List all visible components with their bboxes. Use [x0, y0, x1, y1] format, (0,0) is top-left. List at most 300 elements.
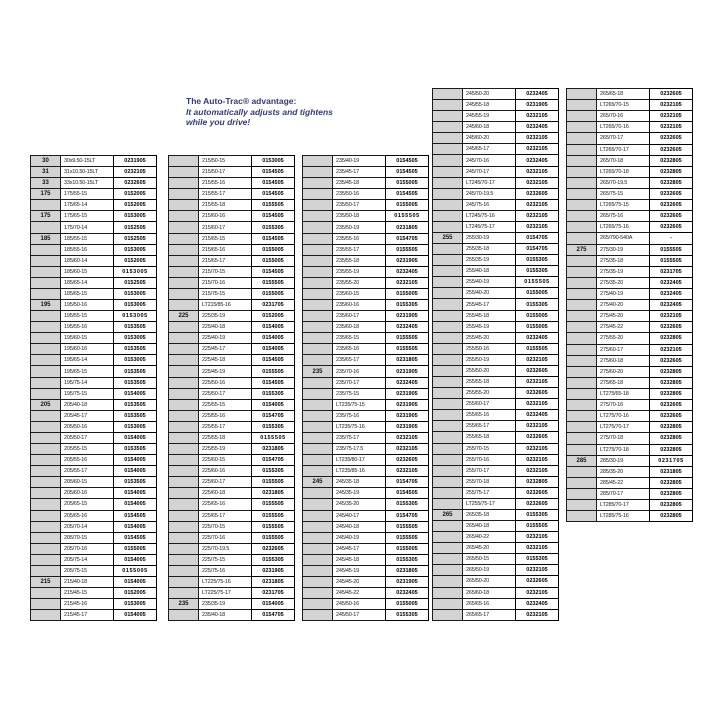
tire-size: 265/40-18	[462, 520, 516, 532]
part-number: 0154005	[113, 465, 157, 477]
part-number: 0232605	[515, 188, 559, 200]
part-number: 0232405	[515, 88, 559, 100]
tire-size: 235/50-16	[332, 188, 386, 200]
tire-size: 255/65-16	[462, 409, 516, 421]
tire-size: 275/45-20	[596, 310, 650, 322]
tire-size: LT235/80-17	[332, 454, 386, 466]
tire-size: 275/60-20	[596, 366, 650, 378]
tire-size: 215/50-15	[198, 155, 252, 167]
tire-size: 235/40-18	[198, 609, 252, 621]
tire-size: 235/65-17	[332, 354, 386, 366]
tire-size: 225/60-15	[198, 454, 252, 466]
part-number: 0154005	[113, 454, 157, 466]
part-number: 0153005	[113, 421, 157, 433]
part-number: 0155505	[515, 520, 559, 532]
tire-size: LT275/70-18	[596, 444, 650, 456]
tire-size: 255/75-17	[462, 487, 516, 499]
part-number: 0154005	[251, 321, 295, 333]
part-number: 0153005	[113, 210, 157, 222]
tire-size: 275/45-22	[596, 321, 650, 333]
tire-size: 285/30-19	[596, 455, 650, 467]
part-number: 0153505	[113, 399, 157, 411]
tire-size: 275/35-20	[596, 277, 650, 289]
tire-size: 195/60-15	[60, 332, 114, 344]
tire-size: LT275/70-17	[596, 421, 650, 433]
part-number: 0232805	[515, 476, 559, 488]
tire-size: 265/50-19	[462, 564, 516, 576]
part-number: 0232805	[649, 377, 693, 389]
part-number: 0155005	[385, 543, 429, 555]
table-row	[432, 609, 559, 621]
part-number: 0154005	[113, 609, 157, 621]
part-number: 0232405	[649, 299, 693, 311]
part-number: 0154005	[113, 521, 157, 533]
tire-size: 255/45-19	[462, 321, 516, 333]
part-number: 0153005	[113, 598, 157, 610]
part-number: 0153005	[113, 288, 157, 300]
tire-size: LT265/75-15	[596, 199, 650, 211]
tire-size: 215/45-17	[60, 609, 114, 621]
fitment-table-column-4	[432, 88, 559, 621]
tire-size: 235/60-16	[332, 299, 386, 311]
size-group-label: 285	[566, 455, 597, 467]
size-group-label	[30, 609, 61, 621]
part-number: 0154505	[251, 188, 295, 200]
part-number: 0232605	[515, 365, 559, 377]
part-number: 0154505	[251, 233, 295, 245]
part-number: 0155005	[515, 287, 559, 299]
tire-size: 215/45-15	[60, 587, 114, 599]
tire-size: 265/70-19.5	[596, 177, 650, 189]
size-group-label: 265	[432, 509, 463, 521]
part-number: 0155305	[251, 554, 295, 566]
part-number: 0154005	[113, 576, 157, 588]
tire-size: 265/50-15	[462, 553, 516, 565]
part-number: 0154705	[385, 510, 429, 522]
tire-size: 255/40-18	[462, 265, 516, 277]
tire-size: LT235/85-16	[332, 465, 386, 477]
tire-size: 265/790-540A	[596, 232, 650, 244]
part-number: 0154505	[385, 188, 429, 200]
part-number: 0154005	[251, 343, 295, 355]
part-number: 0232105	[515, 210, 559, 222]
part-number: 0155505	[649, 244, 693, 256]
tire-size: LT265/70-18	[596, 166, 650, 178]
part-number: 0154505	[251, 354, 295, 366]
part-number: 0154005	[113, 498, 157, 510]
tire-size: 215/45-16	[60, 598, 114, 610]
part-number: 0232405	[515, 409, 559, 421]
tire-size: 265/60-18	[462, 587, 516, 599]
tire-size: 215/65-16	[198, 244, 252, 256]
part-number: 0231905	[251, 565, 295, 577]
part-number: 0152005	[113, 255, 157, 267]
part-number: 0232805	[649, 488, 693, 500]
part-number: 0154505	[113, 510, 157, 522]
tire-size: 195/55-16	[60, 321, 114, 333]
tire-size: 195/55-15	[60, 310, 114, 322]
tire-size: 225/65-17	[198, 510, 252, 522]
tire-size: 235/45-17	[332, 166, 386, 178]
table-row	[302, 609, 429, 621]
tire-size: 255/50-16	[462, 343, 516, 355]
tire-size: 245/60-18	[462, 121, 516, 133]
part-number: 0231805	[251, 443, 295, 455]
tire-size: 245/50-20	[462, 88, 516, 100]
table-row	[566, 510, 693, 522]
part-number: 0232105	[515, 177, 559, 189]
part-number: 0232605	[515, 575, 559, 587]
tire-size: 205/55-15	[60, 443, 114, 455]
part-number: 0232605	[649, 221, 693, 233]
part-number: 0232105	[515, 166, 559, 178]
part-number: 0155505	[251, 199, 295, 211]
size-group-label: 255	[432, 232, 463, 244]
part-number: 0155505	[251, 510, 295, 522]
tire-size: 245/70-16	[462, 154, 516, 166]
fitment-table-column-3	[302, 155, 429, 621]
part-number: 0232105	[515, 531, 559, 543]
tire-size: 245/40-19	[332, 532, 386, 544]
tire-size: 245/35-19	[332, 487, 386, 499]
part-number: 0155005	[113, 543, 157, 555]
tire-size: LT285/70-17	[596, 499, 650, 511]
tire-size: 265/70-17	[596, 132, 650, 144]
part-number: 0154505	[251, 266, 295, 278]
tire-size: 255/70-15	[462, 443, 516, 455]
part-number: 0155005	[385, 288, 429, 300]
tire-size: 245/45-18	[332, 554, 386, 566]
part-number: 0232105	[515, 420, 559, 432]
part-number: 0232605	[649, 321, 693, 333]
table-row	[30, 609, 157, 621]
tire-size: LT245/75-17	[462, 221, 516, 233]
part-number: 0232805	[649, 477, 693, 489]
part-number: 0155305	[515, 553, 559, 565]
part-number: 0155005	[251, 255, 295, 267]
part-number: 0232605	[515, 498, 559, 510]
part-number: 0232405	[385, 321, 429, 333]
part-number: 0232105	[515, 398, 559, 410]
part-number: 0155005	[515, 321, 559, 333]
tire-size: 245/35-20	[332, 498, 386, 510]
tire-size: 175/55-15	[60, 188, 114, 200]
size-group-label: 31	[30, 166, 61, 178]
tire-size: 225/40-19	[198, 332, 252, 344]
part-number: 0232105	[649, 310, 693, 322]
tire-size: 275/70-18	[596, 432, 650, 444]
part-number: 0231805	[385, 221, 429, 233]
part-number: 0155005	[385, 177, 429, 189]
part-number: 0154505	[251, 210, 295, 222]
part-number: 0155305	[515, 509, 559, 521]
tire-size: 205/65-15	[60, 498, 114, 510]
tire-size: 255/40-19	[462, 276, 516, 288]
tire-size: 235/40-19	[332, 155, 386, 167]
tire-size: 275/65-18	[596, 377, 650, 389]
tire-size: 30x9.50-15LT	[60, 155, 114, 167]
tire-size: 265/70-16	[596, 110, 650, 122]
part-number: 0152005	[113, 587, 157, 599]
part-number: 0154505	[385, 487, 429, 499]
tire-size: 225/75-15	[198, 554, 252, 566]
part-number: 0152505	[113, 233, 157, 245]
part-number: 0232105	[385, 465, 429, 477]
tire-size: 215/60-17	[198, 221, 252, 233]
tire-size: 265/70-18	[596, 155, 650, 167]
tire-size: 245/60-20	[462, 132, 516, 144]
part-number: 0155505	[649, 255, 693, 267]
tire-size: 235/55-20	[332, 277, 386, 289]
tire-size: 275/35-19	[596, 266, 650, 278]
part-number: 0154005	[113, 432, 157, 444]
size-group-label: 235	[168, 598, 199, 610]
fitment-table-column-5	[566, 88, 693, 522]
tire-size: 205/75-15	[60, 565, 114, 577]
part-number: 0155005	[113, 565, 157, 577]
part-number: 0153005	[113, 266, 157, 278]
size-group-label: 175	[30, 188, 61, 200]
part-number: 0232605	[515, 431, 559, 443]
tire-size: 235/50-18	[332, 210, 386, 222]
tire-size: 245/45-20	[332, 576, 386, 588]
part-number: 0232605	[649, 199, 693, 211]
tire-size: 275/40-19	[596, 288, 650, 300]
tire-size: 235/45-18	[332, 177, 386, 189]
tire-size: 275/30-19	[596, 244, 650, 256]
part-number: 0232805	[649, 510, 693, 522]
part-number: 0231905	[385, 421, 429, 433]
tire-size: 265/40-22	[462, 531, 516, 543]
tire-size: 225/55-15	[198, 399, 252, 411]
tire-size: 235/65-16	[332, 343, 386, 355]
part-number: 0232605	[649, 355, 693, 367]
part-number: 0153505	[113, 365, 157, 377]
tire-size: 265/75-16	[596, 210, 650, 222]
part-number: 0231905	[385, 410, 429, 422]
tire-size: 205/40-18	[60, 399, 114, 411]
part-number: 0153005	[113, 354, 157, 366]
tire-size: 235/50-19	[332, 221, 386, 233]
tire-size: LT265/70-15	[596, 99, 650, 111]
part-number: 0153005	[113, 299, 157, 311]
part-number: 0232105	[649, 110, 693, 122]
tire-size: 255/35-19	[462, 254, 516, 266]
part-number: 0231805	[385, 354, 429, 366]
tire-size: 215/75-15	[198, 288, 252, 300]
tire-size: 235/75-15	[332, 388, 386, 400]
tire-size: 225/70-15	[198, 521, 252, 533]
tire-size: 245/35-18	[332, 476, 386, 488]
tire-size: 275/55-20	[596, 332, 650, 344]
part-number: 0154705	[515, 243, 559, 255]
part-number: 0153505	[113, 343, 157, 355]
part-number: 0155505	[251, 532, 295, 544]
tire-size: 235/65-15	[332, 332, 386, 344]
part-number: 0154705	[251, 609, 295, 621]
tire-size: 255/70-16	[462, 454, 516, 466]
part-number: 0155305	[251, 421, 295, 433]
size-group-label: 33	[30, 177, 61, 189]
tire-size: 255/45-17	[462, 298, 516, 310]
part-number: 0154705	[251, 410, 295, 422]
part-number: 0232105	[515, 132, 559, 144]
part-number: 0154005	[251, 332, 295, 344]
part-number: 0231705	[649, 455, 693, 467]
size-group-label: 225	[168, 310, 199, 322]
tire-size: 215/65-15	[198, 233, 252, 245]
tire-size: LT275/70-16	[596, 410, 650, 422]
part-number: 0153005	[251, 155, 295, 167]
tire-size: 265/35-18	[462, 509, 516, 521]
part-number: 0153505	[113, 377, 157, 389]
part-number: 0232405	[385, 377, 429, 389]
tire-size: 255/60-17	[462, 398, 516, 410]
tire-size: LT255/75-17	[462, 498, 516, 510]
part-number: 0155305	[385, 554, 429, 566]
size-group-label: 30	[30, 155, 61, 167]
tire-size: 195/75-15	[60, 388, 114, 400]
part-number: 0155305	[251, 221, 295, 233]
part-number: 0155505	[385, 343, 429, 355]
tire-size: 225/45-17	[198, 343, 252, 355]
tire-size: LT265/70-17	[596, 144, 650, 156]
part-number: 0155505	[251, 432, 295, 444]
tire-size: 225/55-18	[198, 432, 252, 444]
part-number: 0232105	[515, 221, 559, 233]
part-number: 0154705	[385, 233, 429, 245]
tire-size: 195/65-14	[60, 354, 114, 366]
part-number: 0232805	[649, 155, 693, 167]
part-number: 0154005	[251, 399, 295, 411]
part-number: 0155505	[251, 498, 295, 510]
part-number: 0232805	[649, 366, 693, 378]
tire-size: 205/60-15	[60, 476, 114, 488]
part-number: 0232805	[649, 444, 693, 456]
tire-size: 245/55-19	[462, 110, 516, 122]
part-number: 0155505	[385, 532, 429, 544]
tire-size: 225/50-17	[198, 388, 252, 400]
part-number: 0154505	[385, 166, 429, 178]
table-row	[168, 609, 295, 621]
tire-size: LT265/75-16	[596, 221, 650, 233]
tire-size: 275/70-16	[596, 399, 650, 411]
tire-size: 265/45-20	[462, 542, 516, 554]
tire-size: 245/40-18	[332, 521, 386, 533]
tire-size: 245/45-17	[332, 543, 386, 555]
part-number: 0153005	[113, 332, 157, 344]
part-number: 0232605	[649, 88, 693, 100]
tire-size: 225/60-18	[198, 487, 252, 499]
part-number: 0232105	[515, 376, 559, 388]
part-number: 0232105	[515, 587, 559, 599]
tire-size: 255/50-19	[462, 354, 516, 366]
part-number: 0155505	[251, 521, 295, 533]
tire-size: 235/55-17	[332, 244, 386, 256]
size-group-label	[432, 609, 463, 621]
tire-size: 215/65-17	[198, 255, 252, 267]
part-number: 0231905	[385, 388, 429, 400]
part-number: 0232605	[649, 410, 693, 422]
tire-size: 205/70-14	[60, 521, 114, 533]
part-number: 0154505	[251, 377, 295, 389]
tire-size: 235/70-16	[332, 365, 386, 377]
part-number: 0153005	[113, 244, 157, 256]
part-number: 0232605	[649, 210, 693, 222]
part-number: 0232105	[515, 609, 559, 621]
part-number: 0231905	[113, 155, 157, 167]
part-number: 0232105	[515, 542, 559, 554]
size-group-label: 245	[302, 476, 333, 488]
part-number: 0232105	[515, 354, 559, 366]
tire-size: 245/50-17	[332, 609, 386, 621]
size-group-label	[566, 510, 597, 522]
tire-size: 285/45-22	[596, 477, 650, 489]
tire-size: LT235/75-15	[332, 399, 386, 411]
advantage-blurb	[186, 96, 333, 128]
tire-size: 225/40-18	[198, 321, 252, 333]
part-number: 0232405	[515, 154, 559, 166]
part-number: 0232605	[113, 177, 157, 189]
part-number: 0231905	[385, 576, 429, 588]
part-number: 0152505	[113, 221, 157, 233]
part-number: 0155505	[385, 210, 429, 222]
size-group-label: 175	[30, 210, 61, 222]
part-number: 0232105	[515, 443, 559, 455]
tire-size: 245/75-16	[462, 199, 516, 211]
tire-size: 215/50-17	[198, 166, 252, 178]
tire-size: LT215/85-16	[198, 299, 252, 311]
tire-size: 205/70-15	[60, 532, 114, 544]
part-number: 0231905	[385, 399, 429, 411]
part-number: 0232105	[385, 277, 429, 289]
tire-size: 225/70-16	[198, 532, 252, 544]
tire-size: 235/55-19	[332, 266, 386, 278]
tire-size: 185/60-15	[60, 266, 114, 278]
tire-size: LT245/75-16	[462, 210, 516, 222]
part-number: 0232805	[649, 332, 693, 344]
tire-size: 255/45-18	[462, 310, 516, 322]
part-number: 0232105	[515, 199, 559, 211]
part-number: 0232105	[385, 432, 429, 444]
tire-size: 195/65-15	[60, 365, 114, 377]
part-number: 0231805	[385, 565, 429, 577]
tire-size: 235/60-18	[332, 321, 386, 333]
part-number: 0153505	[113, 476, 157, 488]
part-number: 0154705	[251, 454, 295, 466]
part-number: 0155505	[385, 332, 429, 344]
tire-size: 215/55-17	[198, 188, 252, 200]
tire-size: 245/65-17	[462, 143, 516, 155]
part-number: 0232105	[113, 166, 157, 178]
tire-size: 245/45-19	[332, 565, 386, 577]
tire-size: 205/60-16	[60, 487, 114, 499]
part-number: 0232105	[515, 465, 559, 477]
tire-size: 185/60-14	[60, 255, 114, 267]
part-number: 0155505	[515, 343, 559, 355]
tire-size: 185/55-16	[60, 244, 114, 256]
tire-size: LT285/75-16	[596, 510, 650, 522]
part-number: 0231705	[649, 266, 693, 278]
tire-size: 245/50-16	[332, 598, 386, 610]
part-number: 0154705	[385, 476, 429, 488]
part-number: 0154005	[113, 388, 157, 400]
part-number: 0232805	[649, 432, 693, 444]
part-number: -	[649, 232, 693, 244]
part-number: 0155305	[385, 498, 429, 510]
part-number: 0155505	[515, 276, 559, 288]
size-group-label: 215	[30, 576, 61, 588]
